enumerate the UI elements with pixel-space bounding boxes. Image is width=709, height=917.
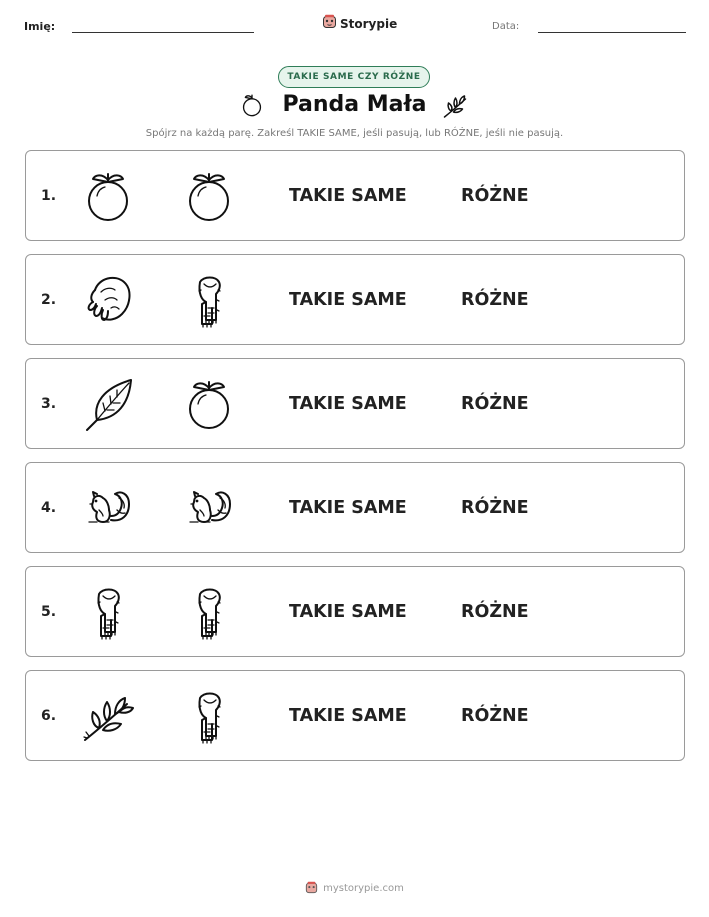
apple-icon — [81, 168, 135, 224]
exercise-row — [25, 462, 685, 553]
exercise-row — [25, 254, 685, 345]
row-number: 5. — [41, 604, 57, 620]
different-option[interactable]: RÓŻNE — [461, 186, 529, 206]
exercise-row — [25, 150, 685, 241]
same-option[interactable]: TAKIE SAME — [289, 290, 407, 310]
date-label: Data: — [492, 21, 520, 32]
same-option[interactable]: TAKIE SAME — [289, 706, 407, 726]
paw-claw-icon — [81, 272, 135, 328]
exercise-list — [25, 150, 685, 774]
row-number: 3. — [41, 396, 57, 412]
same-option[interactable]: TAKIE SAME — [289, 602, 407, 622]
instructions: Spójrz na każdą parę. Zakreśl TAKIE SAME, jeśli pasują, lub RÓŻNE, jeśli nie pasują. — [145, 128, 564, 139]
different-option[interactable]: RÓŻNE — [461, 290, 529, 310]
date-line[interactable] — [538, 32, 686, 33]
exercise-row — [25, 358, 685, 449]
scarf-icon — [182, 272, 236, 328]
name-label: Imię: — [24, 20, 56, 33]
squirrel-icon — [81, 480, 135, 536]
exercise-row — [25, 566, 685, 657]
footer-site-link[interactable]: mystorypie.com — [323, 883, 404, 894]
apple-icon — [182, 376, 236, 432]
name-line[interactable] — [72, 32, 254, 33]
scarf-icon — [81, 584, 135, 640]
row-number: 1. — [41, 188, 57, 204]
footer — [0, 879, 709, 898]
exercise-row — [25, 670, 685, 761]
row-number: 6. — [41, 708, 57, 724]
same-option[interactable]: TAKIE SAME — [289, 394, 407, 414]
scarf-icon — [182, 584, 236, 640]
scarf-icon — [182, 688, 236, 744]
storypie-mascot-icon — [305, 879, 318, 898]
storypie-mascot-icon — [322, 14, 337, 33]
page-title: Panda Mała — [282, 92, 427, 117]
brand-name: Storypie — [340, 16, 398, 31]
branch-icon — [442, 91, 470, 123]
different-option[interactable]: RÓŻNE — [461, 498, 529, 518]
row-number: 4. — [41, 500, 57, 516]
same-option[interactable]: TAKIE SAME — [289, 186, 407, 206]
same-option[interactable]: TAKIE SAME — [289, 498, 407, 518]
different-option[interactable]: RÓŻNE — [461, 706, 529, 726]
different-option[interactable]: RÓŻNE — [461, 394, 529, 414]
different-option[interactable]: RÓŻNE — [461, 602, 529, 622]
branch-icon — [81, 688, 135, 744]
leaf-icon — [81, 376, 135, 432]
apple-icon — [182, 168, 236, 224]
worksheet-type-badge: TAKIE SAME CZY RÓŻNE — [278, 66, 430, 88]
squirrel-icon — [182, 480, 236, 536]
row-number: 2. — [41, 292, 57, 308]
brand-logo — [322, 14, 397, 33]
